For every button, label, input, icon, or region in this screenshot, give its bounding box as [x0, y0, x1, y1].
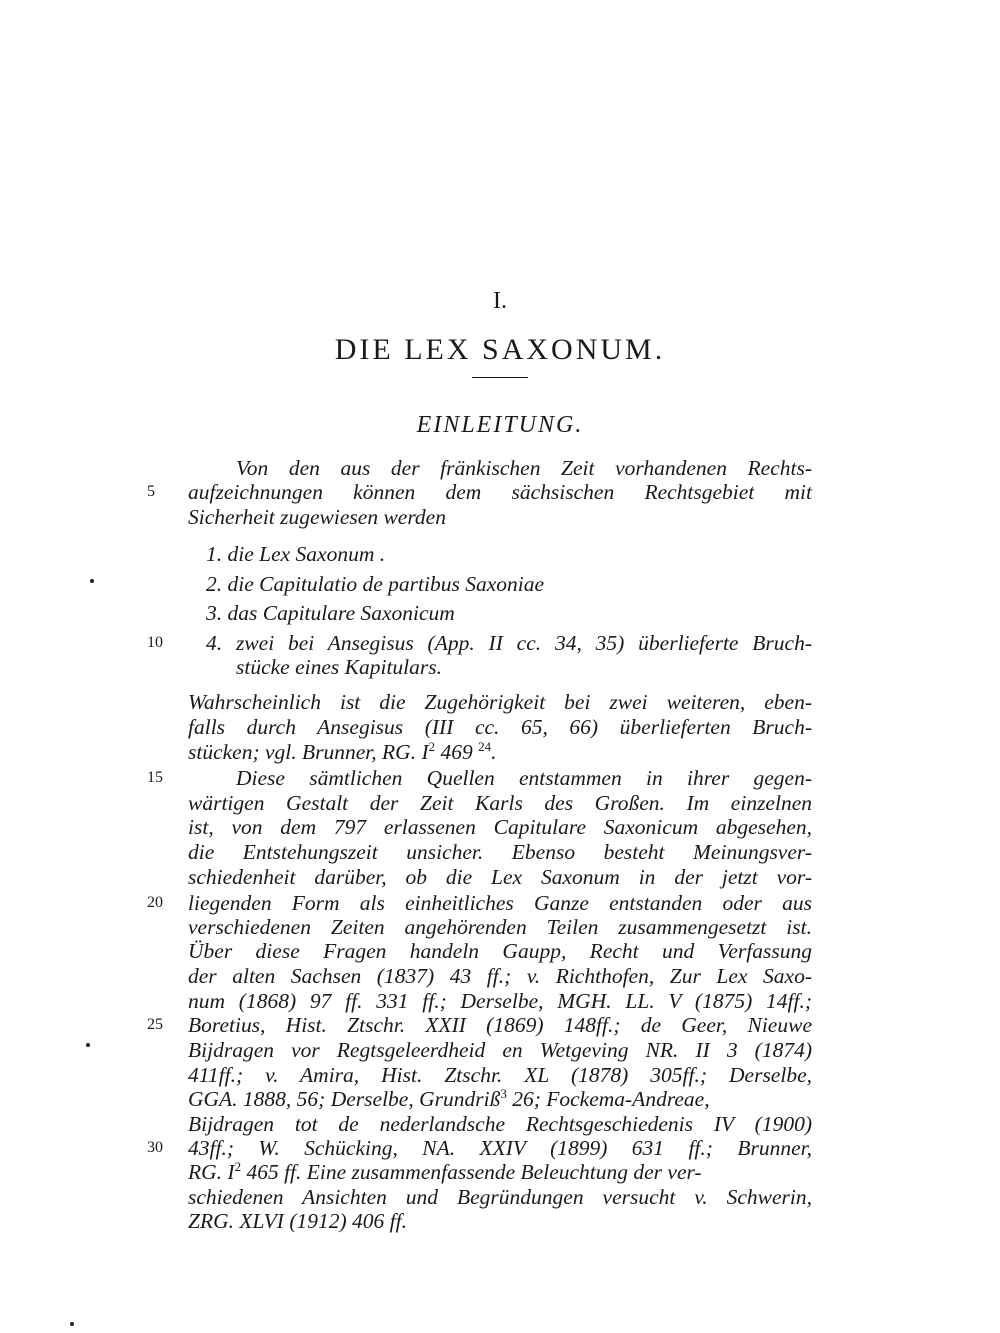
- section-heading: EINLEITUNG.: [416, 412, 584, 438]
- text-line: schiedenheit darüber, ob die Lex Saxonum in der jetzt vor-: [188, 865, 812, 889]
- text-line: 43ff.; W. Schücking, NA. XXIV (1899) 631 ff.; Brunner,: [188, 1136, 812, 1160]
- text-line: schiedenen Ansichten und Begründungen versucht v. Schwerin,: [188, 1185, 812, 1209]
- text-line: die Entstehungszeit unsicher. Ebenso besteht Meinungsver-: [188, 840, 812, 864]
- text-line: Sicherheit zugewiesen werden: [188, 505, 446, 529]
- text-line: ist, von dem 797 erlassenen Capitulare Saxonicum abgesehen,: [188, 815, 812, 839]
- text-line: stücken; vgl. Brunner, RG. $I^2$ 469 $^{24}$.: [188, 738, 497, 764]
- title-rule: [472, 377, 528, 378]
- text-line: 411ff.; v. Amira, Hist. Ztschr. XL (1878) 305ff.; Derselbe,: [188, 1063, 812, 1087]
- line-number: 20: [147, 894, 163, 911]
- text-line: ZRG. XLVI (1912) 406 ff.: [188, 1209, 407, 1233]
- line-number: 25: [147, 1016, 163, 1033]
- text-line: wärtigen Gestalt der Zeit Karls des Großen. Im einzelnen: [188, 791, 812, 815]
- print-mark: [70, 1322, 74, 1326]
- list-item: 3. das Capitulare Saxonicum: [206, 601, 455, 625]
- print-mark: [90, 579, 94, 583]
- text-line: Bijdragen tot de nederlandsche Rechtsgeschiedenis IV (1900): [188, 1112, 812, 1136]
- text-line: aufzeichnungen können dem sächsischen Rechtsgebiet mit: [188, 480, 812, 504]
- text-line: verschiedenen Zeiten angehörenden Teilen zusammengesetzt ist.: [188, 915, 812, 939]
- text-line: Boretius, Hist. Ztschr. XXII (1869) 148ff.; de Geer, Nieuwe: [188, 1013, 812, 1037]
- chapter-title: DIE LEX SAXONUM.: [334, 333, 666, 366]
- text-line: Von den aus der fränkischen Zeit vorhandenen Rechts-: [236, 456, 812, 480]
- chapter-number: I.: [493, 288, 507, 314]
- list-item-continuation: stücke eines Kapitulars.: [236, 655, 443, 679]
- line-number: 10: [147, 634, 163, 651]
- text-line: falls durch Ansegisus (III cc. 65, 66) überlieferten Bruch-: [188, 715, 812, 739]
- text-line: Über diese Fragen handeln Gaupp, Recht und Verfassung: [188, 939, 812, 963]
- list-item: 1. die Lex Saxonum .: [206, 542, 386, 566]
- text-line: num (1868) 97 ff. 331 ff.; Derselbe, MGH. LL. V (1875) 14ff.;: [188, 989, 812, 1013]
- text-line: Wahrscheinlich ist die Zugehörigkeit bei zwei weiteren, eben-: [188, 690, 812, 714]
- line-number: 5: [147, 483, 155, 500]
- line-number: 30: [147, 1139, 163, 1156]
- text-line: Bijdragen vor Regtsgeleerdheid en Wetgeving NR. II 3 (1874): [188, 1038, 812, 1062]
- text-line: liegenden Form als einheitliches Ganze entstanden oder aus: [188, 891, 812, 915]
- text-line: Diese sämtlichen Quellen entstammen in ihrer gegen-: [236, 766, 812, 790]
- text-line: der alten Sachsen (1837) 43 ff.; v. Richthofen, Zur Lex Saxo-: [188, 964, 812, 988]
- list-item: 4. zwei bei Ansegisus (App. II cc. 34, 35) überlieferte Bruch-: [206, 631, 812, 655]
- list-item: 2. die Capitulatio de partibus Saxoniae: [206, 572, 545, 596]
- text-line: GGA. 1888, 56; Derselbe, Grundriß$^3$ 26; Fockema-Andreae,: [188, 1085, 710, 1111]
- text-line: RG. $I^2$ 465 ff. Eine zusammenfassende Beleuchtung der ver-: [188, 1158, 702, 1184]
- print-mark: [86, 1043, 90, 1047]
- line-number: 15: [147, 769, 163, 786]
